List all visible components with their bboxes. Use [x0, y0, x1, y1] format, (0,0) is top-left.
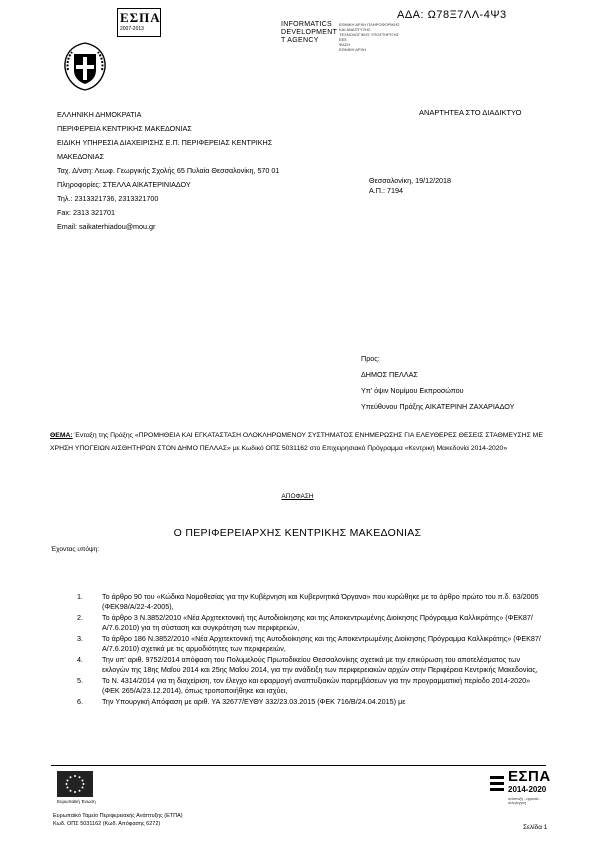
subject-text: Ένταξη της Πράξης «ΠΡΟΜΗΘΕΙΑ ΚΑΙ ΕΓΚΑΤΑΣΤΑΣΗ ΟΛΟΚΛΗΡΩΜΕΝΟΥ ΣΥΣΤΗΜΑΤΟΣ ΕΝΗΜΕΡΩΣΗΣ ΓΙΑ ΕΛΕΥΘΕΡΕΣ ΘΕΣΕΙΣ ΣΤΑΘΜΕΥΣΗΣ ΜΕ ΧΡΗΣΗ ΥΠΟΓΕΙΩΝ ΑΙΣΘΗΤΗΡΩΝ ΣΤΟΝ ΔΗΜΟ ΠΕΛΛΑΣ» με Κωδικό ΟΠΣ 5031162 στο Επιχειρησιακό Πρόγραμμα «Κεντρική Μακεδονία 2014-2020» [50, 432, 543, 452]
subject-paragraph [50, 430, 550, 455]
list-item [77, 592, 547, 611]
list-item-number: 2. [77, 613, 83, 622]
sender-address: Ταχ. Δ/νση: Λεωφ. Γεωργικής Σχολής 65 Πυλαία Θεσσαλονίκη, 570 01 [57, 166, 280, 175]
recipient-block [361, 351, 514, 415]
list-item-text: Το Ν. 4314/2014 για τη διαχείριση, τον έλεγχο και εφαρμογή αναπτυξιακών παρεμβάσεων για την προγραμματική περίοδο 2014-2020» (ΦΕΚ 265/Α/23.12.2014), όπως τροποποιήθηκε και ισχύει, [102, 676, 531, 695]
informatics-line-3: T AGENCY [281, 37, 319, 44]
decision-heading: ΑΠΟΦΑΣΗ [281, 493, 314, 500]
list-item [77, 655, 547, 674]
sender-email: Email: saikaterhiadou@mou.gr [57, 222, 156, 231]
list-item-number: 1. [77, 592, 83, 601]
list-item-text: Το άρθρο 90 του «Κώδικα Νομοθεσίας για την Κυβέρνηση και Κυβερνητικά Όργανα» που κυρώθηκε με το άρθρο πρώτο του π.δ. 63/2005 (ΦΕΚ98/Α/22-4-2005), [102, 592, 539, 611]
internet-publication-notice: ΑΝΑΡΤΗΤΕΑ ΣΤΟ ΔΙΑΔΙΚΤΥΟ [419, 108, 522, 117]
ada-code: ΑΔΑ: Ω78Ξ7ΛΛ-4Ψ3 [397, 9, 507, 21]
eu-stars-icon [57, 771, 93, 797]
sender-line: ΜΑΚΕΔΟΝΙΑΣ [57, 152, 105, 161]
sender-block [57, 108, 279, 234]
sender-line: ΕΙΔΙΚΗ ΥΠΗΡΕΣΙΑ ΔΙΑΧΕΙΡΙΣΗΣ Ε.Π. ΠΕΡΙΦΕΡΕΙΑΣ ΚΕΝΤΡΙΚΗΣ [57, 138, 273, 147]
list-item-number: 3. [77, 634, 83, 643]
espa-logo-years: 2007-2013 [120, 26, 144, 32]
informatics-agency-greek [339, 22, 400, 52]
sender-line: ΠΕΡΙΦΕΡΕΙΑ ΚΕΝΤΡΙΚΗΣ ΜΑΚΕΔΟΝΙΑΣ [57, 124, 192, 133]
espa-2014-years: 2014-2020 [508, 785, 547, 794]
list-item-text: Την υπ' αριθ. 9752/2014 απόφαση του Πολυμελούς Πρωτοδικείου Θεσσαλονίκης σχετικά με την επικύρωση του αποτελέσματος των εκλογών της 18ης Μαΐου 2014 και 25ης Μαΐου 2014, για την ανάδειξη των περιφερειακών αρχών στην Περιφέρεια Κεντρικής Μακεδονίας, [102, 655, 538, 674]
footer-funding-block [53, 812, 183, 828]
having-regard-label: Έχοντας υπόψη: [51, 546, 100, 553]
code-line: Κωδ. ΟΠΣ 5031162 (Κωδ. Απόφασης 6272) [53, 821, 161, 827]
protocol-number: Α.Π.: 7194 [369, 186, 403, 195]
page-number: Σελίδα 1 [523, 824, 548, 831]
espa-bars-icon [490, 774, 504, 796]
informatics-greek-line: ΤΕΧΝΟΛΟΓΙΚΗΣ ΥΠΟΣΤΗΡΙΞΗΣ [339, 32, 400, 37]
eu-label: Ευρωπαϊκή Ένωση [57, 799, 96, 804]
informatics-line-1: INFORMATICS [281, 21, 333, 28]
espa-2014-tagline: ανάπτυξη - εργασία - αλληλεγγύη [508, 797, 541, 805]
fund-line: Ευρωπαϊκό Ταμείο Περιφερειακής Ανάπτυξης (ΕΤΠΑ) [53, 813, 183, 819]
eu-flag-icon [57, 771, 93, 797]
list-item-number: 5. [77, 676, 83, 685]
footer-divider [51, 765, 546, 766]
recipient-line: ΔΗΜΟΣ ΠΕΛΛΑΣ [361, 370, 418, 379]
list-item [77, 634, 547, 653]
espa-2014-title: ΕΣΠΑ [508, 768, 551, 785]
list-item-number: 4. [77, 655, 83, 664]
subject-label: ΘΕΜΑ: [50, 432, 73, 439]
list-item-text: Το άρθρο 3 Ν.3852/2010 «Νέα Αρχιτεκτονική της Αυτοδιοίκησης και της Αποκεντρωμένης Διοίκησης Πρόγραμμα Καλλικράτης» (ΦΕΚ87/Α/7.6.2010) για τη σύσταση και συγκρότηση των περιφερειών, [102, 613, 533, 632]
sender-fax: Fax: 2313 321701 [57, 208, 115, 217]
espa-logo-text: ΕΣΠΑ [120, 10, 161, 25]
considerations-list [77, 592, 547, 709]
espa-2014-logo [490, 768, 556, 812]
sender-line: ΕΛΛΗΝΙΚΗ ΔΗΜΟΚΡΑΤΙΑ [57, 110, 142, 119]
informatics-line-2: DEVELOPMENT [281, 29, 338, 36]
place-date: Θεσσαλονίκη, 19/12/2018 [369, 176, 452, 185]
list-item [77, 697, 547, 707]
list-item [77, 676, 547, 695]
informatics-greek-line: ΦΑΣΗ [339, 42, 351, 47]
informatics-greek-line: ΕΘΝΙΚΗ ΑΡΧΗ ΠΛΗΡΟΦΟΡΙΚΗΣ [339, 22, 400, 27]
list-item-text: Το άρθρο 186 Ν.3852/2010 «Νέα Αρχιτεκτονική της Αυτοδιοίκησης και της Αποκεντρωμένης Διοίκησης Πρόγραμμα Καλλικράτης» (ΦΕΚ87/Α/7.6.2010) σχετικά με τις αρμοδιότητες των περιφερειών, [102, 634, 541, 653]
date-protocol-block [369, 176, 451, 196]
sender-contact-person: Πληροφορίες: ΣΤΕΛΛΑ ΑΙΚΑΤΕΡΙΝΙΑΔΟΥ [57, 180, 191, 189]
list-item-text: Την Υπουργική Απόφαση με αριθ. ΥΑ 32677/ΕΥΘΥ 332/23.03.2015 (ΦΕΚ 716/Β/24.04.2015) με [102, 697, 406, 706]
list-item-number: 6. [77, 697, 83, 706]
recipient-line: Υπ' όψιν Νομίμου Εκπροσώπου [361, 386, 464, 395]
sender-phone: Τηλ.: 2313321736, 2313321700 [57, 194, 159, 203]
greek-emblem-icon [60, 40, 110, 92]
list-item [77, 613, 547, 632]
espa-logo [117, 8, 161, 37]
informatics-greek-line: ΕΘΝΙΚΗ ΑΡΧΗ [339, 47, 367, 52]
informatics-greek-line: ΚΑΙ ΑΝΑΠΤΥΞΗΣ [339, 27, 371, 32]
recipient-line: Υπεύθυνου Πράξης ΑΙΚΑΤΕΡΙΝΗ ΖΑΧΑΡΙΑΔΟΥ [361, 402, 515, 411]
informatics-greek-line: ΕΕΕ [339, 37, 348, 42]
authority-heading: Ο ΠΕΡΙΦΕΡΕΙΑΡΧΗΣ ΚΕΝΤΡΙΚΗΣ ΜΑΚΕΔΟΝΙΑΣ [173, 527, 422, 539]
recipient-line: Προς: [361, 354, 380, 363]
informatics-agency-label [281, 21, 337, 45]
